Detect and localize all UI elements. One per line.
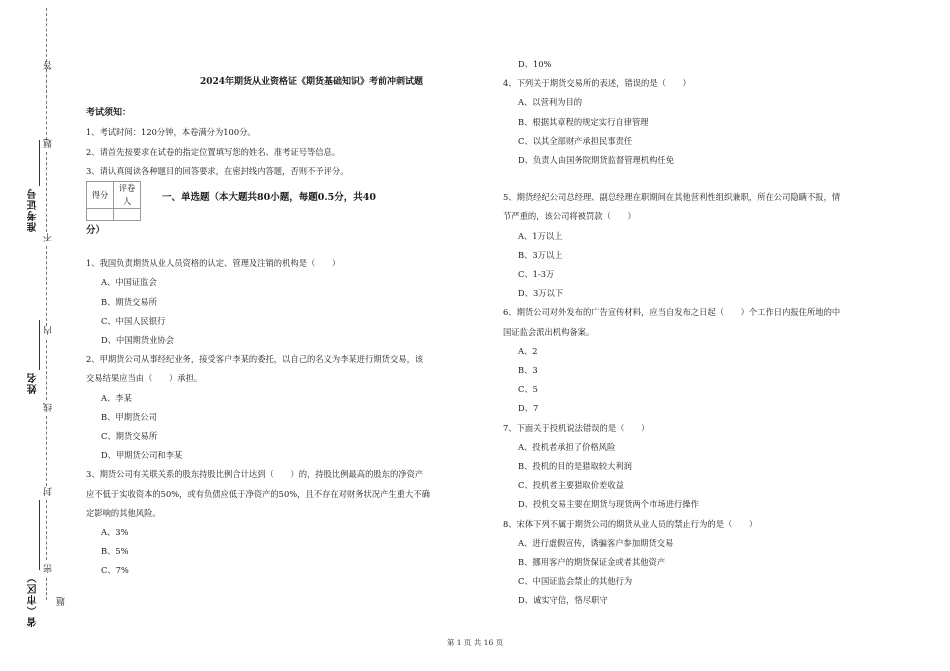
question (503, 55, 908, 74)
seal-dashed-line (46, 152, 47, 232)
score-cell[interactable] (87, 209, 114, 221)
answer-option[interactable]: C、投机者主要猎取价差收益 (518, 480, 624, 491)
seal-char: 内 (44, 325, 54, 335)
answer-option[interactable]: D、中国期货业协会 (101, 335, 175, 346)
question-stem: 3、期货公司有关联关系的股东持股比例合计达到（ ）的，持股比例最高的股东的净资产 (86, 469, 424, 480)
notice-item: 1、考试时间：120分钟，本卷满分为100分。 (86, 127, 256, 138)
answer-option[interactable]: D、3万以下 (518, 288, 564, 299)
question (86, 350, 492, 465)
answer-option[interactable]: B、挪用客户的期货保证金或者其他资产 (518, 557, 666, 568)
answer-option[interactable]: A、投机者承担了价格风险 (518, 441, 616, 452)
answer-option[interactable]: B、投机的目的是猎取较大利润 (518, 461, 632, 472)
question-stem: 应不低于实收资本的50%，或有负债应低于净资产的50%，且不存在对财务状况产生重大不确 (86, 488, 430, 499)
answer-option[interactable]: A、以营利为目的 (518, 97, 583, 108)
answer-option[interactable]: C、中国证监会禁止的其他行为 (518, 576, 633, 587)
question-stem: 4、下列关于期货交易所的表述，错误的是（ ） (503, 78, 691, 89)
name-field[interactable] (39, 320, 40, 370)
answer-option[interactable]: C、1-3万 (518, 269, 555, 280)
left-column (86, 68, 492, 581)
question-stem: 2、甲期货公司从事经纪业务，接受客户李某的委托，以自己的名义为李某进行期货交易，该 (86, 354, 424, 365)
answer-option[interactable]: A、2 (518, 345, 538, 356)
question-list (503, 55, 908, 611)
answer-option[interactable]: A、李某 (101, 392, 132, 403)
notice-item: 3、请认真阅读各种题目的回答要求，在密封线内答题，否则不予评分。 (86, 165, 349, 176)
answer-option[interactable]: B、5% (101, 546, 129, 557)
answer-option[interactable]: D、7 (518, 403, 539, 414)
seal-char: 题 (57, 596, 67, 606)
question-stem: 5、期货经纪公司总经理、副总经理在职期间在其他营利性组织兼职，所在公司隐瞒不报，情 (503, 192, 841, 203)
seal-dashed-line (46, 246, 47, 326)
binding-margin (0, 0, 70, 671)
question (503, 303, 908, 418)
question (503, 515, 908, 611)
grader-header: 评卷人 (114, 182, 141, 209)
question-stem: 国证监会派出机构备案。 (503, 326, 595, 337)
question (86, 254, 492, 350)
question (503, 188, 908, 303)
score-row (86, 181, 492, 209)
question-list (86, 254, 492, 580)
score-header: 得分 (87, 182, 114, 209)
answer-option[interactable]: B、甲期货公司 (101, 411, 157, 422)
paper-title: 2024年期货从业资格证《期货基础知识》考前冲刺试题 (199, 77, 424, 87)
page-footer: 第 1 页 共 16 页 (446, 638, 504, 647)
seal-dashed-line (46, 80, 47, 140)
answer-option[interactable]: B、根据其章程的规定实行自律管理 (518, 116, 649, 127)
answer-option[interactable]: A、进行虚假宣传，诱骗客户参加期货交易 (518, 537, 674, 548)
answer-option[interactable]: D、诚实守信，恪尽职守 (518, 595, 608, 606)
seal-char: 密 (44, 563, 54, 573)
answer-option[interactable]: D、投机交易主要在期货与现货两个市场进行操作 (518, 499, 699, 510)
seal-char: 封 (44, 486, 54, 496)
question-stem: 8、宋体下列不属于期货公司的期货从业人员的禁止行为的是（ ） (503, 518, 758, 529)
question (503, 74, 908, 170)
province-label: 省（市区） (28, 572, 39, 627)
answer-option[interactable]: B、期货交易所 (101, 296, 157, 307)
notice-heading: 考试须知： (86, 108, 132, 119)
question-stem: 1、我国负责期货从业人员资格的认定、管理及注销的机构是（ ） (86, 258, 341, 269)
seal-dashed-line (46, 500, 47, 560)
question (86, 465, 492, 580)
answer-option[interactable]: B、3 (518, 365, 538, 376)
name-label: 姓名 (28, 372, 39, 394)
answer-option[interactable]: D、负责人由国务院期货监督管理机构任免 (518, 155, 674, 166)
answer-option[interactable]: D、甲期货公司和李某 (101, 450, 183, 461)
seal-char: 题 (44, 138, 54, 148)
answer-option[interactable]: C、7% (101, 565, 129, 576)
question-stem: 6、期货公司对外发布的广告宣传材料，应当自发布之日起（ ）个工作日内报住所地的中 (503, 307, 841, 318)
score-table (86, 181, 141, 221)
answer-option[interactable]: C、5 (518, 384, 538, 395)
answer-option[interactable]: A、1万以上 (518, 230, 563, 241)
answer-option[interactable]: C、以其全部财产承担民事责任 (518, 135, 633, 146)
seal-char: 线 (44, 402, 54, 412)
question (503, 419, 908, 515)
section-title: 一、单选题（本大题共80小题，每题0.5分，共40 (162, 192, 376, 204)
answer-option[interactable]: C、中国人民银行 (101, 315, 166, 326)
seal-char: 答 (44, 60, 54, 70)
answer-option[interactable]: D、10% (518, 59, 552, 69)
answer-option[interactable]: C、期货交易所 (101, 431, 158, 442)
ticket-number-label: 准考证号 (28, 188, 39, 232)
seal-char: 不 (44, 232, 54, 242)
right-column (503, 55, 908, 611)
grader-cell[interactable] (114, 209, 141, 221)
question-stem: 定影响的其他风险。 (86, 507, 161, 518)
answer-option[interactable]: B、3万以上 (518, 249, 563, 260)
province-field[interactable] (39, 500, 40, 570)
section-title-continued: 分） (86, 225, 106, 237)
seal-dashed-line (46, 416, 47, 486)
question-stem: 节严重的，该公司将被罚款（ ） (503, 211, 636, 222)
question-stem: 7、下面关于投机说法错误的是（ ） (503, 422, 650, 433)
seal-dashed-line (46, 578, 47, 600)
answer-option[interactable]: A、中国证监会 (101, 277, 157, 288)
seal-dashed-line (46, 340, 47, 400)
ticket-number-field[interactable] (39, 140, 40, 186)
answer-option[interactable]: A、3% (101, 527, 129, 538)
question-stem: 交易结果应当由（ ）承担。 (86, 373, 203, 384)
notice-item: 2、请首先按要求在试卷的指定位置填写您的姓名、准考证号等信息。 (86, 146, 341, 157)
